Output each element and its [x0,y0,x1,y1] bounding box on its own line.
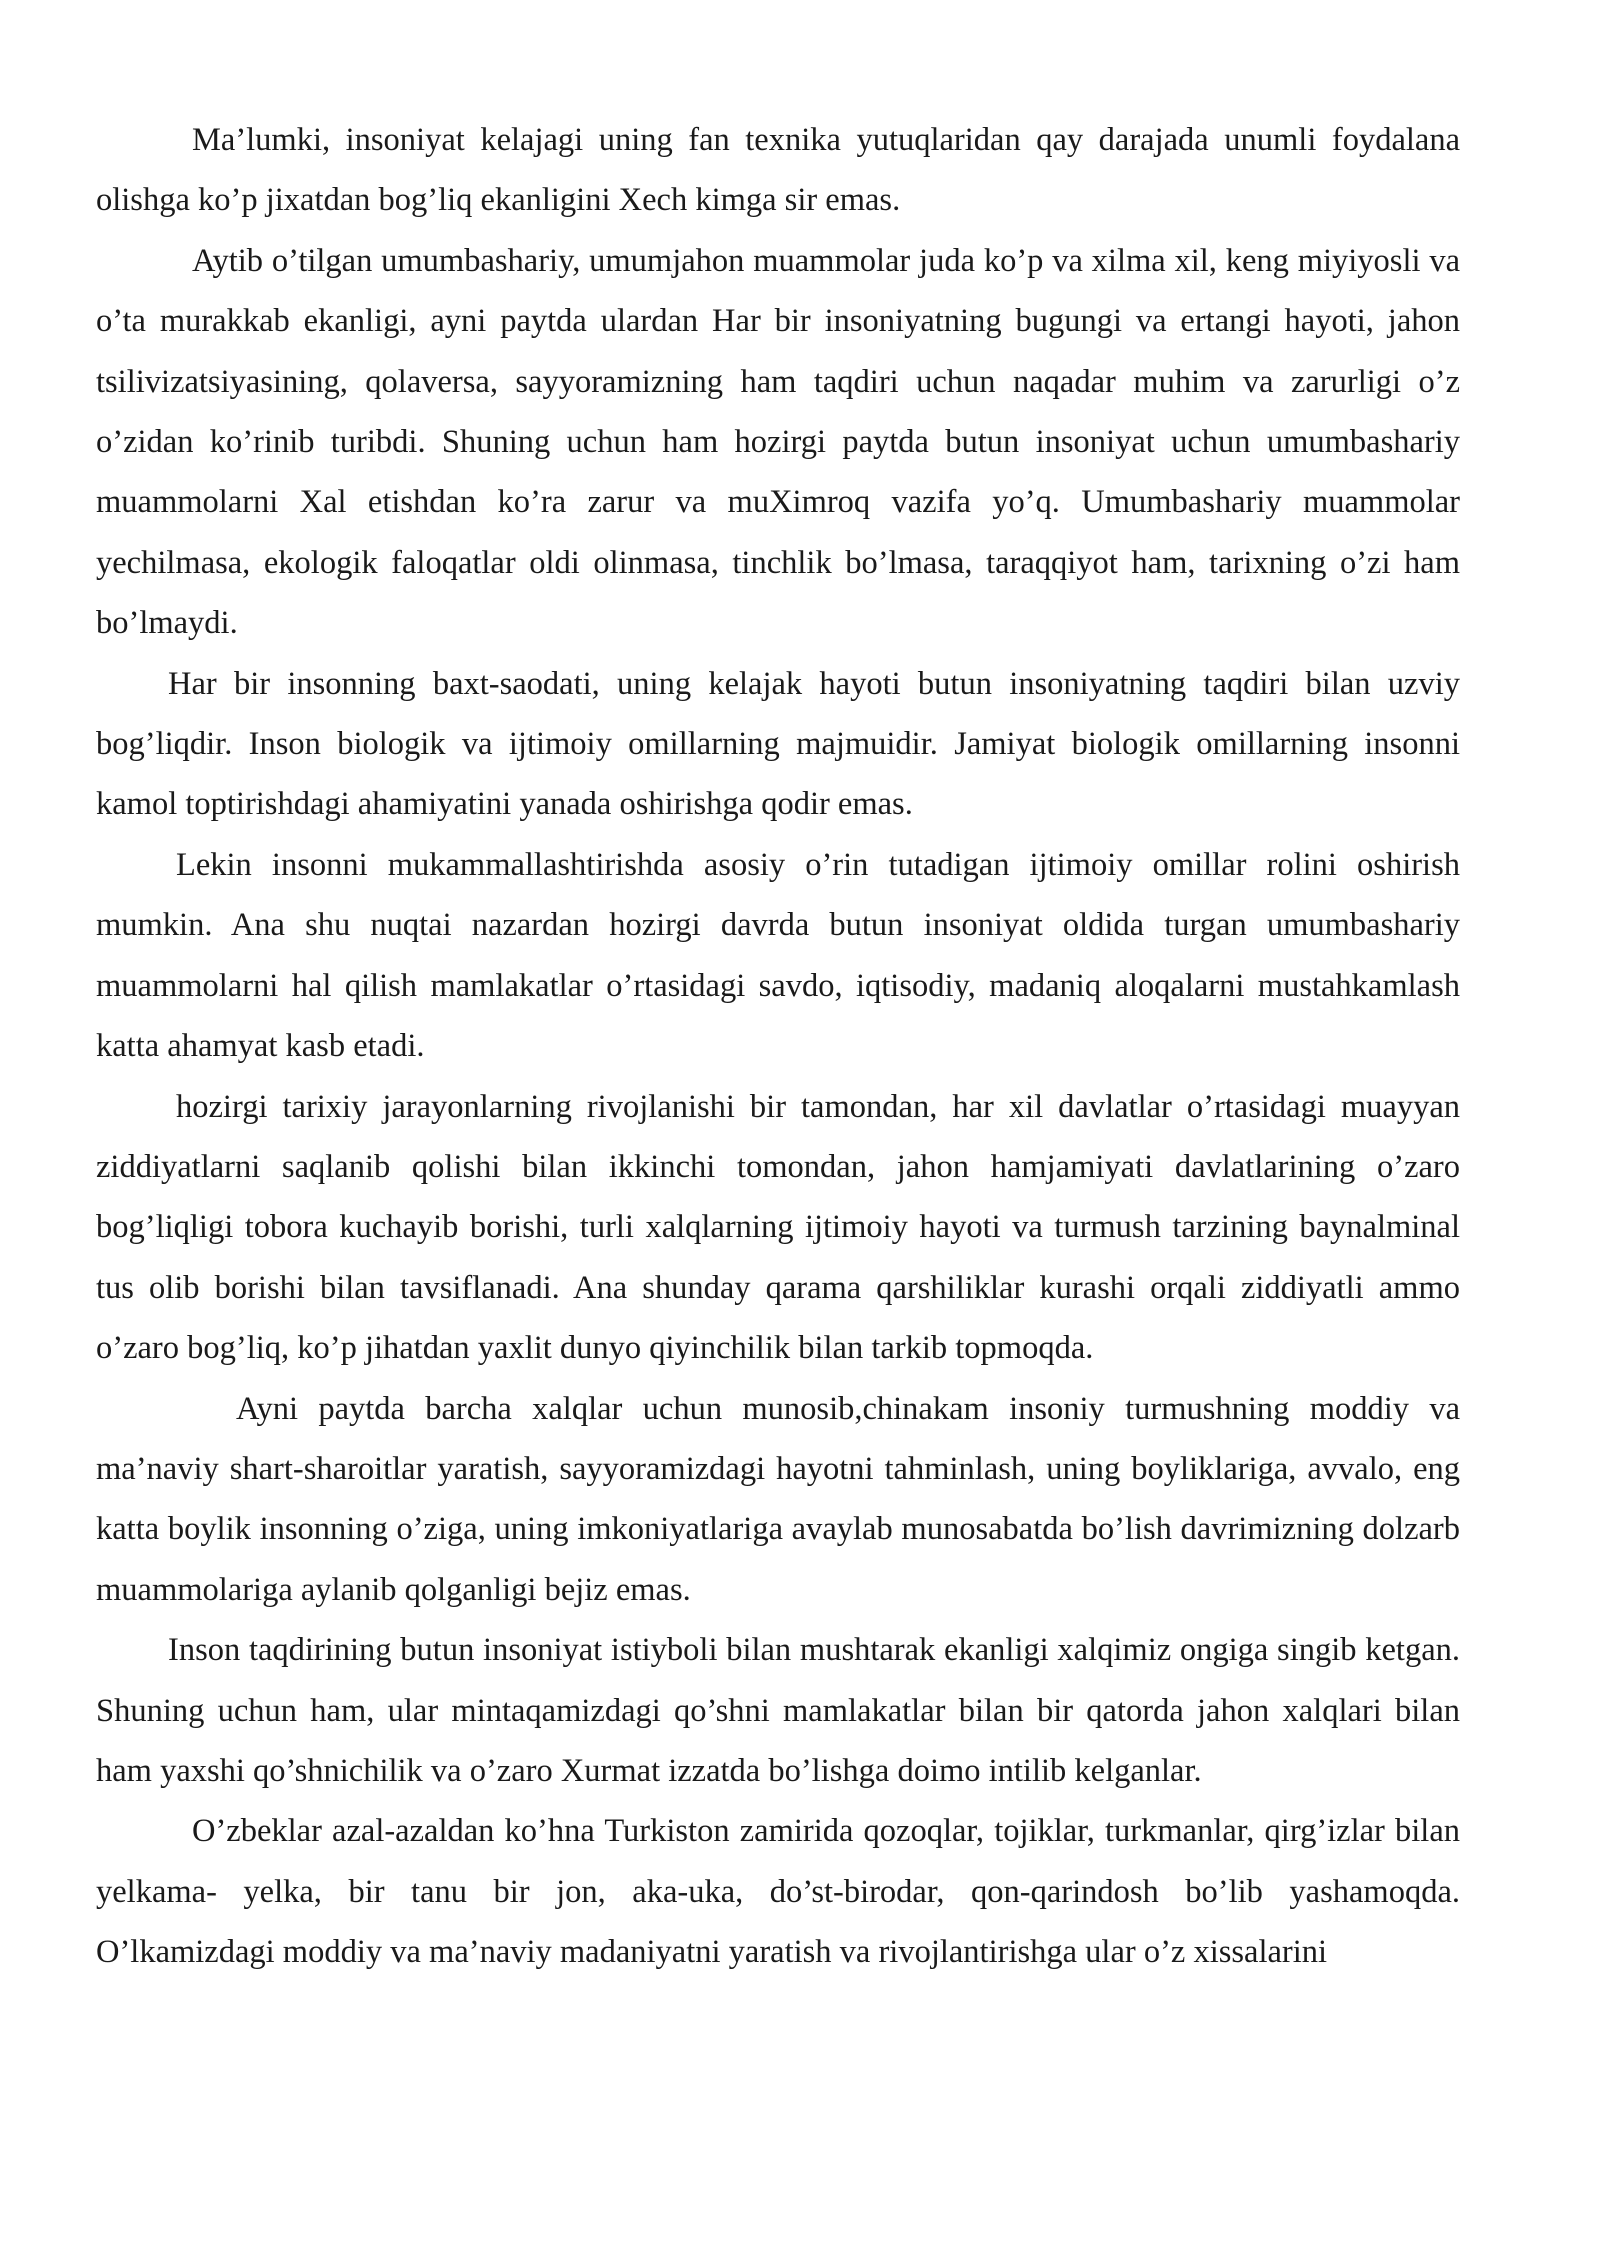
paragraph: Ma’lumki, insoniyat kelajagi uning fan texnika yutuqlaridan qay darajada unumli foydalana olishga ko’p jixatdan bog’liq ekanligini Xech kimga sir emas. [96,122,1460,219]
paragraph: Har bir insonning baxt-saodati, uning kelajak hayoti butun insoniyatning taqdiri bilan uzviy bog’liqdir. Inson biologik va ijtimoiy omillarning majmuidir. Jamiyat biologik omillarning insonni kamol toptirishdagi ahamiyatini yanada oshirishga qodir emas. [96,665,1460,823]
paragraph: Aytib o’tilgan umumbashariy, umumjahon muammolar juda ko’p va xilma xil, keng miyiyosli va o’ta murakkab ekanligi, ayni paytda ulardan Har bir insoniyatning bugungi va ertangi hayoti, jahon tsilivizatsiyasining, qolaversa, sayyoramizning ham taqdiri uchun naqadar muhim va zarurligi o’z o’zidan ko’rinib turibdi. Shuning uchun ham hozirgi paytda butun insoniyat uchun umumbashariy muammolarni Xal etishdan ko’ra zarur va muXimroq vazifa yo’q. Umumbashariy muammolar yechilmasa, ekologik faloqatlar oldi olinmasa, tinchlik bo’lmasa, taraqqiyot ham, tarixning o’zi ham bo’lmaydi. [96,242,1460,642]
paragraph: Lekin insonni mukammallashtirishda asosiy o’rin tutadigan ijtimoiy omillar rolini oshirish mumkin. Ana shu nuqtai nazardan hozirgi davrda butun insoniyat oldida turgan umumbashariy muammolarni hal qilish mamlakatlar o’rtasidagi savdo, iqtisodiy, madaniq aloqalarni mustahkamlash katta ahamyat kasb etadi. [96,846,1460,1065]
document-page [96,110,1460,1983]
paragraph: hozirgi tarixiy jarayonlarning rivojlanishi bir tamondan, har xil davlatlar o’rtasidagi muayyan ziddiyatlarni saqlanib qolishi bilan ikkinchi tomondan, jahon hamjamiyati davlatlarining o’zaro bog’liqligi tobora kuchayib borishi, turli xalqlarning ijtimoiy hayoti va turmush tarzining baynalminal tus olib borishi bilan tavsiflanadi. Ana shunday qarama qarshiliklar kurashi orqali ziddiyatli ammo o’zaro bog’liq, ko’p jihatdan yaxlit dunyo qiyinchilik bilan tarkib topmoqda. [96,1088,1460,1367]
paragraph: Inson taqdirining butun insoniyat istiyboli bilan mushtarak ekanligi xalqimiz ongiga singib ketgan. Shuning uchun ham, ular mintaqamizdagi qo’shni mamlakatlar bilan bir qatorda jahon xalqlari bilan ham yaxshi qo’shnichilik va o’zaro Xurmat izzatda bo’lishga doimo intilib kelganlar. [96,1632,1460,1789]
paragraph: Ayni paytda barcha xalqlar uchun munosib,chinakam insoniy turmushning moddiy va ma’naviy shart-sharoitlar yaratish, sayyoramizdagi hayotni tahminlash, uning boyliklariga, avvalo, eng katta boylik insonning o’ziga, uning imkoniyatlariga avaylab munosabatda bo’lish davrimizning dolzarb muammolariga aylanib qolganligi bejiz emas. [96,1390,1460,1608]
paragraph: O’zbeklar azal-azaldan ko’hna Turkiston zamirida qozoqlar, tojiklar, turkmanlar, qirg’izlar bilan yelkama- yelka, bir tanu bir jon, aka-uka, do’st-birodar, qon-qarindosh bo’lib yashamoqda. O’lkamizdagi moddiy va ma’naviy madaniyatni yaratish va rivojlantirishga ular o’z xissalarini [96,1813,1460,1971]
